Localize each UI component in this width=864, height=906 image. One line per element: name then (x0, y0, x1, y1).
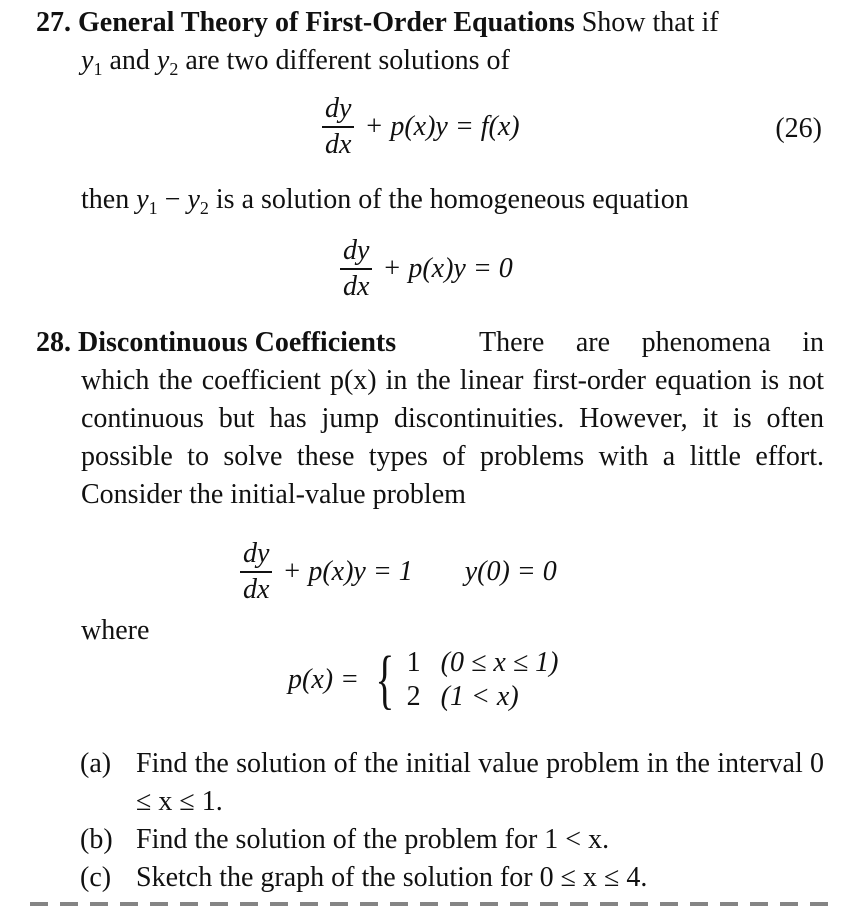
subscript: 2 (199, 198, 209, 218)
problem-number: 28. (36, 327, 71, 358)
subscript: 2 (169, 59, 179, 79)
initial-value-problem (240, 537, 557, 607)
problem-text: where (81, 615, 150, 646)
problem-text: Show that if (581, 7, 719, 38)
equation-number: (26) (775, 113, 822, 144)
fraction-dy-dx (322, 92, 354, 162)
case-row (407, 680, 559, 714)
subquestion-text: Sketch the graph of the solution for 0 ≤ x ≤ 4. (136, 862, 648, 893)
problem-text: There are phenomena in which the coefficient p(x) in the linear first-order equation is not continuous but has jump discontinuities. However, it is often possible to solve these types of problems with a little effort. Consider the initial-value problem (81, 327, 824, 510)
subquestion-label: (c) (80, 862, 112, 893)
problem-text: then (81, 184, 130, 215)
problem-text: are two different solutions of (185, 45, 510, 76)
fraction-denominator: dx (343, 271, 370, 302)
piecewise-lhs: p(x) = (288, 664, 359, 695)
subquestion-label: (a) (80, 748, 112, 779)
minus-sign: − (164, 184, 181, 215)
y1-symbol: y (81, 45, 94, 76)
equation-rhs: + p(x)y = f(x) (364, 111, 520, 142)
y2-symbol: y (187, 184, 200, 215)
subquestion-text: Find the solution of the initial value problem in the interval 0 ≤ x ≤ 1. (136, 748, 824, 817)
subscript: 1 (93, 59, 103, 79)
initial-condition: y(0) = 0 (464, 556, 557, 587)
homogeneous-equation (340, 234, 513, 304)
subquestion-c (80, 859, 824, 897)
equation-rhs: + p(x)y = 1 (282, 556, 413, 587)
problem-28-body (36, 324, 824, 514)
problem-heading: Discontinuous Coefficients (78, 327, 397, 358)
equation-label (775, 110, 822, 148)
problem-text: is a solution of the homogeneous equation (215, 184, 689, 215)
problem-27-then (36, 181, 824, 227)
equation-rhs: + p(x)y = 0 (382, 253, 513, 284)
fraction-numerator: dy (240, 537, 272, 573)
subquestions (80, 745, 824, 897)
case-condition: (1 < x) (440, 681, 519, 712)
y1-symbol: y (136, 184, 149, 215)
next-problem-cutoff (30, 902, 834, 906)
problem-number: 27. (36, 7, 71, 38)
case-row (407, 646, 559, 680)
case-condition: (0 ≤ x ≤ 1) (440, 647, 559, 678)
piecewise-cases (407, 646, 559, 714)
fraction-dy-dx (240, 537, 272, 607)
problem-27-line2 (36, 42, 824, 88)
subscript: 1 (148, 198, 158, 218)
fraction-denominator: dx (243, 574, 270, 605)
fraction-numerator: dy (340, 234, 372, 270)
fraction-denominator: dx (325, 129, 352, 160)
equation-26 (322, 92, 520, 162)
piecewise-definition (288, 643, 559, 716)
subquestion-b (80, 821, 824, 859)
problem-27-statement (36, 4, 824, 42)
subquestion-text: Find the solution of the problem for 1 < x. (136, 824, 610, 855)
left-brace: { (375, 643, 395, 716)
where-label (36, 612, 824, 650)
y2-symbol: y (156, 45, 170, 76)
fraction-dy-dx (340, 234, 372, 304)
subquestion-a (80, 745, 824, 821)
subquestion-label: (b) (80, 824, 113, 855)
problem-27 (36, 4, 824, 88)
case-value: 1 (406, 647, 421, 678)
fraction-numerator: dy (322, 92, 354, 128)
case-value: 2 (406, 681, 421, 712)
problem-heading: General Theory of First-Order Equations (78, 7, 575, 38)
problem-text: and (109, 45, 150, 76)
